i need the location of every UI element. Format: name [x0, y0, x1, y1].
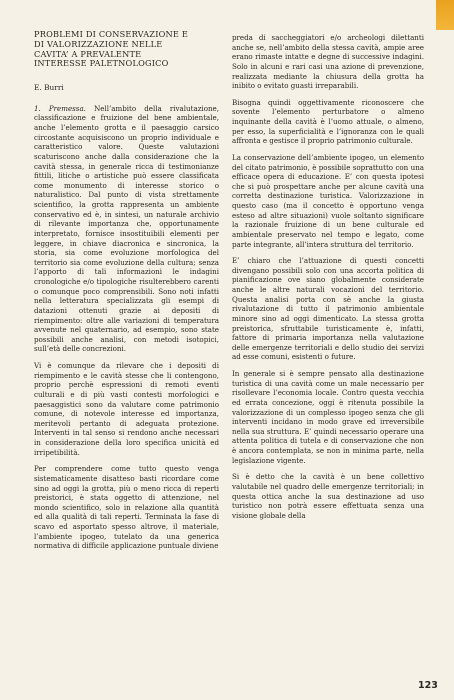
paragraph: Per comprendere come tutto questo venga sistematicamente disatteso basti ricordare come sino ad oggi la grotta, più o meno ricca di reperti preistorici, è stata oggetto di attenzione, nel mondo scientifico, solo in relazione alla quantità ed alla qualità di tali reperti. Terminata la fase di scavo ed asportato spesso altrove, il materiale, l’ambiente ipogeo, tutelato da una generica normativa di difficile applicazione puntuale diviene: [34, 464, 219, 551]
section-heading-premessa: 1. Premessa.: [34, 103, 86, 113]
paragraph-text: Nell’ambito della rivalutazione, classificazione e fruizione del bene ambientale, anche l’elemento grotta e il paesaggio carsico circostante acquisiscono un proprio individuale e caratteristico valore. Queste valutazioni scaturiscono anche dalla considerazione che la cavità stessa, in generale ricca di testimonianze fittili, litiche o artistiche può essere classificata come monumento di interesse storico o naturalistico. Dal punto di vista strettamente scientifico, la grotta rappresenta un ambiente conservativo ed è, in sintesi, un naturale archivio di rilevante importanza che, opportunamente interpretato, fornisce insostituibili elementi per leggere, in chiave diacronica e sincronica, la storia, sia come evoluzione morfologica del territorio sia come evoluzione della cultura; senza l’apporto di tali informazioni le indagini cronologiche e/o tipologiche risulterebbero carenti o comunque poco comprensibili. Sono noti infatti nella letteratura specializzata gli esempi di datazioni ottenuti grazie ai depositi di riempimento: oltre alle variazioni di temperatura avvenute nel quaternario, ad esempio, sono state possibili anche analisi, con metodi isotopici, sull’età delle concrezioni.: [34, 103, 219, 354]
article-author: E. Burri: [34, 83, 64, 93]
paragraph: Bisogna quindi oggettivamente riconoscere che sovente l’elemento perturbatore o almeno inquinante della cavità è l’uomo attuale, o almeno, per esso, la superficialità e l’ignoranza con le quali affronta e gestisce il proprio patrimonio culturale.: [232, 97, 424, 146]
right-column: [232, 33, 424, 527]
page-number: 123: [418, 680, 438, 691]
paragraph: E’ chiaro che l’attuazione di questi concetti divengano possibili solo con una accorta politica di pianificazione ove siano globalmente considerate anche le altre naturali vocazioni del territorio. Questa analisi porta con sè anche la giusta rivalutazione di tutto il patrimonio ambientale minore sino ad oggi dimenticato. La stessa grotta preistorica, sfruttabile turisticamente è, infatti, fattore di primaria importanza nella valutazione delle emergenze territoriali e dello studio dei servizi ad esse comuni, esistenti o future.: [232, 256, 424, 362]
title-line: DI VALORIZZAZIONE NELLE: [34, 38, 163, 49]
article-title: [34, 30, 219, 69]
left-column: [34, 30, 219, 558]
title-line: CAVITA’ A PREVALENTE: [34, 48, 142, 59]
paragraph-premessa: [34, 104, 219, 354]
paragraph: Si è detto che la cavità è un bene collettivo valutabile nel quadro delle emergenze territoriali; in questa ottica anche la sua destinazione ad uso turistico non potrà essere effettuata senza una visione globale della: [232, 472, 424, 520]
title-line: PROBLEMI DI CONSERVAZIONE E: [34, 29, 189, 39]
title-line: INTERESSE PALETNOLOGICO: [34, 58, 169, 69]
paragraph: La conservazione dell’ambiente ipogeo, un elemento del citato patrimonio, è possibile soprattutto con una efficace opera di educazione. E’ con questa ipotesi che si può prospettare anche per alcune cavità una corretta destinazione turistica. Valorizzazione in questo caso (ma il concetto è opportuno venga esteso ad altre situazioni) vuole soltanto significare la razionale fruizione di un bene culturale ed ambientale preservato nel tempo e legato, come parte integrante, all’intera struttura del territorio.: [232, 152, 424, 249]
paragraph: preda di saccheggiatori e/o archeologi dilettanti anche se, nell’ambito della stessa cavità, ampie aree erano rimaste intatte e degne di successive indagini. Solo in alcuni e rari casi una azione di prevenzione, realizzata mediante la chiusura della grotta ha inibito o evitato guasti irreparabili.: [232, 33, 424, 91]
paragraph: In generale si è sempre pensato alla destinazione turistica di una cavità come un male necessario per risollevare l’economia locale. Contro questa vecchia ed errata concezione, oggi è ritenuta possibile la valorizzazione di un complesso ipogeo senza che gli interventi incidano in modo grave ed irreversibile nella sua struttura. E’ quindi necessario operare una attenta politica di tutela e di conservazione che non è ancora contemplata, se non in minima parte, nella legislazione vigente.: [232, 369, 424, 465]
paragraph: Vi è comunque da rilevare che i depositi di riempimento e le cavità stesse che li contengono, proprio perchè espressioni di remoti eventi culturali e di più vasti contesti morfologici e paesaggistici sono da valutare come patrimonio comune, di notevole interesse ed importanza, meritevoli pertanto di adeguata protezione. Interventi in tal senso si rendono anche necessari in considerazione della loro specifica unicità ed irripetibilità.: [34, 361, 219, 457]
page-edge-color-tab: [436, 0, 454, 30]
